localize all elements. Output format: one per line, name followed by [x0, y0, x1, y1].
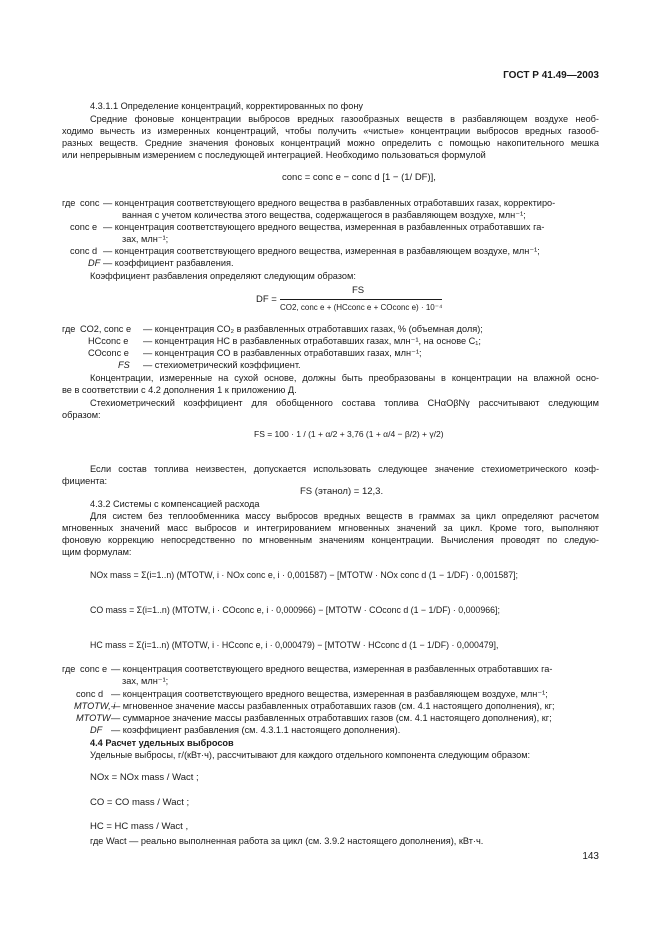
- paragraph-line: или непрерывным измерением с последующей интеграцией. Необходимо пользоваться формулой: [62, 150, 486, 160]
- paragraph-line: мгновенных значений масс выбросов и интегрированием мгновенных значений за цикл. Кроме того, выполняют: [62, 523, 599, 533]
- formula-nox-mass: NOx mass = Σ(i=1..n) (MTOTW, i · NOx conc e, i · 0,001587) − [MTOTW · NOx conc d (1 − 1/DF) · 0,001587];: [90, 570, 518, 580]
- paragraph-line: фициента:: [62, 476, 108, 486]
- fraction-bar: [280, 299, 442, 300]
- definition-text: — суммарное значение массы разбавленных отработавших газов (см. 4.1 настоящего дополнения), кг;: [111, 713, 552, 723]
- definition-text: — концентрация соответствующего вредного вещества в разбавленных отработавших газах, корректиро-: [103, 198, 556, 208]
- definition-symbol: DF: [90, 725, 103, 735]
- definition-symbol: HCconc e: [88, 336, 129, 346]
- definition-text: зах, млн⁻¹;: [122, 234, 169, 244]
- formula-fs-value: FS (этанол) = 12,3.: [300, 486, 384, 497]
- paragraph-line: Удельные выбросы, г/(кВт·ч), рассчитывают для каждого отдельного компонента следующим образом:: [90, 750, 531, 760]
- paragraph-line: ходимо вычесть из измеренных концентраций, чтобы получить «чистые» концентрации выбросов вредных газооб-: [62, 126, 599, 136]
- definition-wact: где Wact — реально выполненная работа за цикл (см. 3.9.2 настоящего дополнения), кВт·ч.: [90, 836, 484, 846]
- formula-nox-specific: NOx = NOx mass / Wact ;: [90, 772, 199, 783]
- formula-df-numerator: FS: [352, 285, 365, 296]
- formula-co-specific: CO = CO mass / Wact ;: [90, 797, 190, 808]
- definition-text: ванная с учетом количества этого вещества, содержащегося в разбавляющем воздухе, млн⁻¹;: [122, 210, 526, 220]
- definition-symbol: conc e: [80, 664, 108, 674]
- paragraph-line: Средние фоновые концентрации выбросов вредных газообразных веществ в разбавляющем воздухе необ-: [90, 114, 599, 124]
- formula-df-lhs: DF =: [256, 294, 277, 305]
- definition-text: — мгновенное значение массы разбавленных отработавших газов (см. 4.1 настоящего дополнения), кг;: [111, 701, 555, 711]
- definition-symbol: MTOTW: [76, 713, 111, 723]
- paragraph-line: фоновую коррекцию непосредственно по мгновенным значениям концентрации. Вычисления проводят по следую-: [62, 535, 599, 545]
- paragraph-line: разных веществ. Средние значения фоновых концентраций можно определить с помощью накопительного мешка: [62, 138, 599, 148]
- formula-hc-specific: HC = HC mass / Wact ,: [90, 821, 189, 832]
- formula-fs: FS = 100 · 1 / (1 + α/2 + 3,76 (1 + α/4 − β/2) + γ/2): [254, 429, 444, 439]
- definition-symbol: conc: [80, 198, 100, 208]
- paragraph-line: Коэффициент разбавления определяют следующим образом:: [90, 271, 356, 281]
- section-432-title: 4.3.2 Системы с компенсацией расхода: [90, 499, 260, 509]
- definition-text: — коэффициент разбавления (см. 4.3.1.1 настоящего дополнения).: [111, 725, 401, 735]
- section-44-title: 4.4 Расчет удельных выбросов: [90, 738, 234, 748]
- paragraph-line: Если состав топлива неизвестен, допускается использовать следующее значение стехиометрического коэф-: [90, 464, 599, 474]
- definition-text: — стехиометрический коэффициент.: [143, 360, 301, 370]
- definition-symbol: FS: [118, 360, 130, 370]
- paragraph-line: Стехиометрический коэффициент для обобщенного состава топлива CHαOβNγ рассчитывают следующим: [90, 398, 599, 408]
- section-4311-title: 4.3.1.1 Определение концентраций, корректированных по фону: [90, 101, 364, 111]
- definition-symbol: MTOTW, i: [74, 701, 116, 711]
- definition-symbol: CO2, conc e: [80, 324, 132, 334]
- definition-symbol: conc d: [70, 246, 98, 256]
- paragraph-line: ве в соответствии с 4.2 дополнения 1 к приложению Д.: [62, 385, 297, 395]
- definition-text: зах, млн⁻¹;: [122, 676, 169, 686]
- standard-header: ГОСТ Р 41.49—2003: [503, 70, 599, 81]
- definition-symbol: DF: [88, 258, 101, 268]
- formula-hc-mass: HC mass = Σ(i=1..n) (MTOTW, i · HCconc e, i · 0,000479) − [MTOTW · HCconc d (1 − 1/DF) · 0,000479],: [90, 640, 499, 650]
- definition-text: — коэффициент разбавления.: [103, 258, 234, 268]
- paragraph-line: щим формулам:: [62, 547, 132, 557]
- definition-text: — концентрация соответствующего вредного вещества, измеренная в разбавляющем воздухе, млн⁻¹;: [111, 689, 548, 699]
- where-label: где: [62, 324, 76, 334]
- paragraph-line: Концентрации, измеренные на сухой основе, должны быть преобразованы в концентрации на влажной осно-: [90, 373, 599, 383]
- definition-text: — концентрация HC в разбавленных отработавших газах, млн⁻¹, на основе C₁;: [143, 336, 481, 346]
- definition-symbol: COconc e: [88, 348, 129, 358]
- paragraph-line: Для систем без теплообменника массу выбросов вредных веществ в граммах за цикл определяют расчетом: [90, 511, 599, 521]
- where-label: где: [62, 664, 76, 674]
- definition-text: — концентрация CO₂ в разбавленных отработавших газах, % (объемная доля);: [143, 324, 483, 334]
- page-number: 143: [582, 851, 599, 862]
- where-label: где: [62, 198, 76, 208]
- formula-df-denominator: CO2, conc e + (HCconc e + COconc e) · 10⁻⁴: [280, 303, 443, 312]
- definition-text: — концентрация соответствующего вредного вещества, измеренная в разбавляющем воздухе, млн⁻¹;: [103, 246, 540, 256]
- definition-text: — концентрация соответствующего вредного вещества, измеренная в разбавленных отработавших га-: [103, 222, 545, 232]
- formula-co-mass: CO mass = Σ(i=1..n) (MTOTW, i · COconc e, i · 0,000966) − [MTOTW · COconc d (1 − 1/DF) · 0,000966];: [90, 605, 500, 615]
- paragraph-line: образом:: [62, 410, 101, 420]
- definition-symbol: conc e: [70, 222, 98, 232]
- definition-text: — концентрация CO в разбавленных отработавших газах, млн⁻¹;: [143, 348, 422, 358]
- definition-symbol: conc d: [76, 689, 104, 699]
- definition-text: — концентрация соответствующего вредного вещества, измеренная в разбавленных отработавших га-: [111, 664, 553, 674]
- formula-conc: conc = conc e − conc d [1 − (1/ DF)],: [282, 172, 436, 183]
